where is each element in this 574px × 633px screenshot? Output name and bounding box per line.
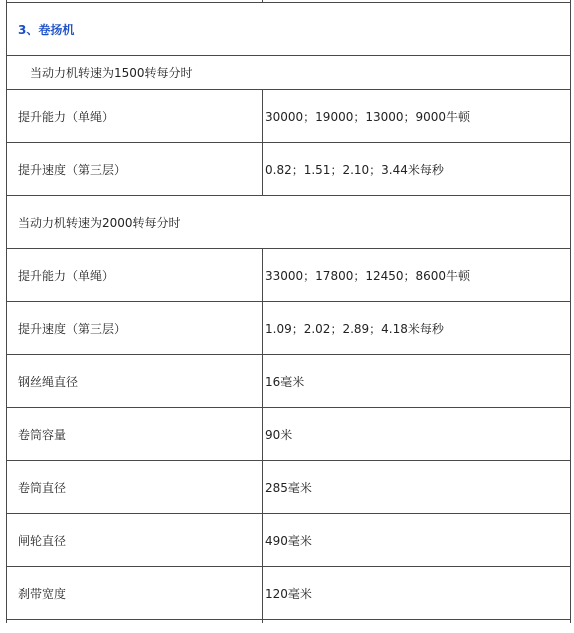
section-title-row [7, 3, 571, 56]
rpm-2000-note: 当动力机转速为2000转每分时 [7, 196, 571, 249]
row-label: 钢丝绳直径 [7, 355, 263, 408]
table-row [7, 302, 571, 355]
row-label: 卷筒容量 [7, 408, 263, 461]
table-row [7, 143, 571, 196]
rpm-1500-note-row [7, 56, 571, 90]
row-value: 1.09；2.02；2.89；4.18米每秒 [263, 302, 571, 355]
row-value: 33000；17800；12450；8600牛顿 [263, 249, 571, 302]
section-title-cell [7, 3, 571, 56]
table-row [7, 567, 571, 620]
rpm-2000-note-row [7, 196, 571, 249]
row-label: 卷筒直径 [7, 461, 263, 514]
row-value: 120毫米 [263, 567, 571, 620]
row-label: 提升速度（第三层） [7, 302, 263, 355]
table-row [7, 408, 571, 461]
winch-spec-table [6, 0, 571, 623]
row-value: 16毫米 [263, 355, 571, 408]
section-title: 3、卷扬机 [18, 22, 75, 37]
row-label: 提升速度（第三层） [7, 143, 263, 196]
table-bottom-stub [7, 620, 571, 624]
row-label: 提升能力（单绳） [7, 90, 263, 143]
table-row [7, 461, 571, 514]
rpm-1500-note: 当动力机转速为1500转每分时 [7, 56, 571, 90]
table-row [7, 514, 571, 567]
table-row [7, 249, 571, 302]
row-label: 闸轮直径 [7, 514, 263, 567]
row-value: 90米 [263, 408, 571, 461]
row-value: 30000；19000；13000；9000牛顿 [263, 90, 571, 143]
table-row [7, 355, 571, 408]
row-label: 提升能力（单绳） [7, 249, 263, 302]
row-value: 0.82；1.51；2.10；3.44米每秒 [263, 143, 571, 196]
table-row [7, 90, 571, 143]
row-label: 刹带宽度 [7, 567, 263, 620]
row-value: 490毫米 [263, 514, 571, 567]
row-value: 285毫米 [263, 461, 571, 514]
